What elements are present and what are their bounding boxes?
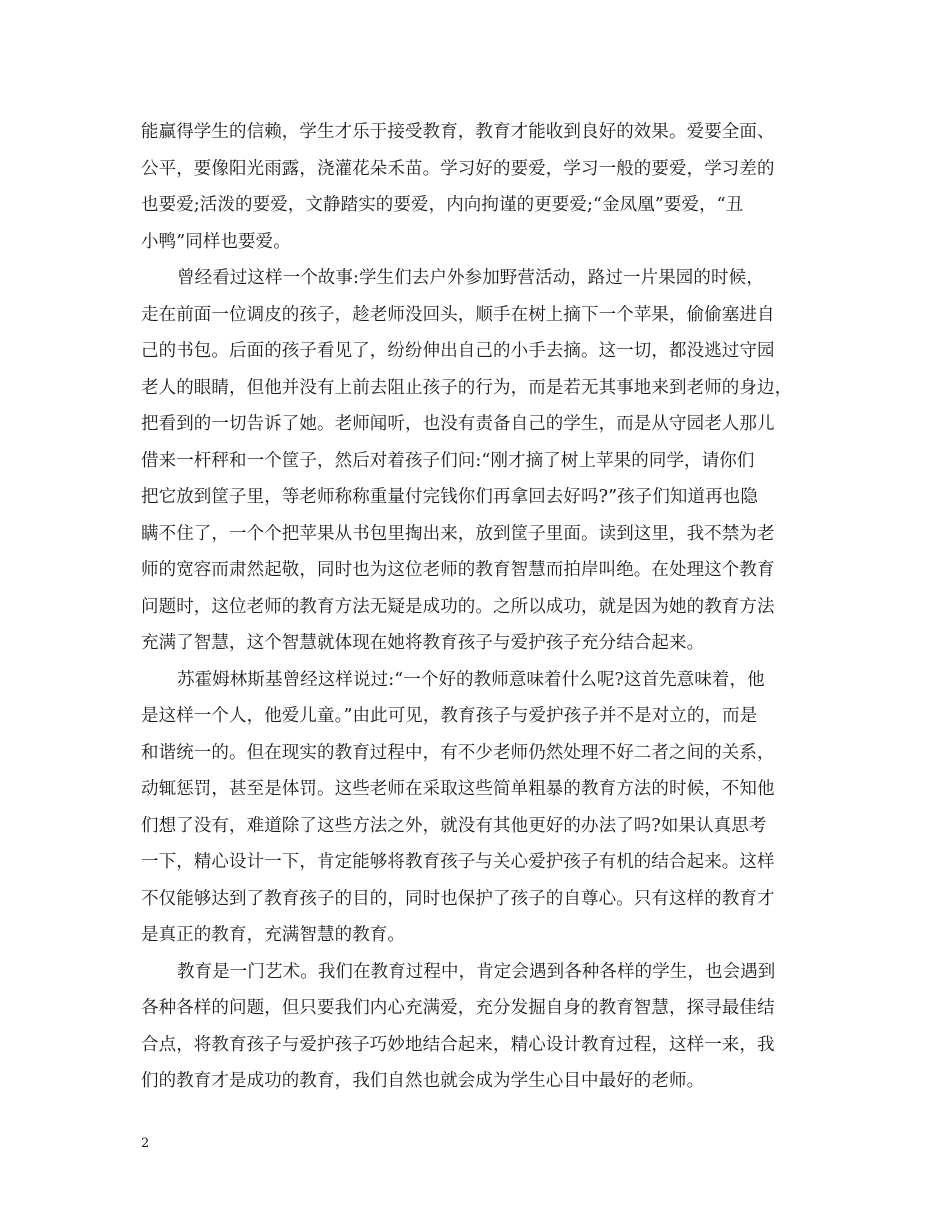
text-line: 一下，精心设计一下，肯定能够将教育孩子与关心爱护孩子有机的结合起来。这样 — [141, 852, 775, 872]
text-line: 动辄惩罚，甚至是体罚。这些老师在采取这些简单粗暴的教育方法的时候，不知他 — [141, 779, 775, 799]
text-line: 合点，将教育孩子与爱护孩子巧妙地结合起来，精心设计教育过程，这样一来，我 — [141, 1034, 775, 1055]
text-line: 把它放到筐子里，等老师称称重量付完钱你们再拿回去好吗?”孩子们知道再也隐 — [141, 487, 758, 507]
text-line: 走在前面一位调皮的孩子，趁老师没回头，顺手在树上摘下一个苹果，偷偷塞进自 — [141, 304, 775, 325]
text-line: 能赢得学生的信赖，学生才乐于接受教育，教育才能收到良好的效果。爱要全面、 — [141, 122, 775, 142]
text-line: 借来一杆秤和一个筐子，然后对着孩子们问:“刚才摘了树上苹果的同学，请你们 — [141, 450, 755, 471]
text-line: 充满了智慧，这个智慧就体现在她将教育孩子与爱护孩子充分结合起来。 — [141, 633, 705, 653]
paragraph-2 — [141, 260, 811, 662]
text-line: 苏霍姆林斯基曾经这样说过:“一个好的教师意味着什么呢?这首先意味着，他 — [177, 669, 765, 690]
paragraph-4 — [141, 954, 811, 1100]
text-line: 小鸭”同样也要爱。 — [141, 231, 291, 252]
page-number: 2 — [141, 1136, 150, 1151]
text-line: 问题时，这位老师的教育方法无疑是成功的。之所以成功，就是因为她的教育方法 — [141, 596, 775, 617]
text-line: 们的教育才是成功的教育，我们自然也就会成为学生心目中最好的老师。 — [141, 1071, 705, 1091]
text-line: 己的书包。后面的孩子看见了，纷纷伸出自己的小手去摘。这一切，都没逃过守园 — [141, 341, 775, 361]
text-line: 是真正的教育，充满智慧的教育。 — [141, 925, 405, 945]
text-line: 是这样一个人，他爱儿童。”由此可见，教育孩子与爱护孩子并不是对立的，而是 — [141, 706, 758, 726]
text-line: 教育是一门艺术。我们在教育过程中，肯定会遇到各种各样的学生，也会遇到 — [177, 961, 776, 982]
text-line: 和谐统一的。但在现实的教育过程中，有不少老师仍然处理不好二者之间的关系， — [141, 742, 775, 763]
paragraph-1 — [141, 114, 811, 260]
text-line: 们想了没有，难道除了这些方法之外，就没有其他更好的办法了吗?如果认真思考 — [141, 815, 767, 836]
text-line: 各种各样的问题，但只要我们内心充满爱，充分发掘自身的教育智慧，探寻最佳结 — [141, 998, 775, 1018]
text-line: 把看到的一切告诉了她。老师闻听，也没有责备自己的学生，而是从守园老人那儿 — [141, 414, 775, 434]
text-line: 老人的眼睛，但他并没有上前去阻止孩子的行为，而是若无其事地来到老师的身边， — [141, 377, 793, 398]
text-line: 也要爱;活泼的要爱，文静踏实的要爱，内向拘谨的更要爱;“金凤凰”要爱，“丑 — [141, 195, 744, 215]
paragraph-3 — [141, 662, 811, 954]
text-line: 师的宽容而肃然起敬，同时也为这位老师的教育智慧而拍岸叫绝。在处理这个教育 — [141, 560, 775, 580]
document-body — [141, 114, 811, 1100]
text-line: 不仅能够达到了教育孩子的目的，同时也保护了孩子的自尊心。只有这样的教育才 — [141, 888, 775, 909]
text-line: 瞒不住了，一个个把苹果从书包里掏出来，放到筐子里面。读到这里，我不禁为老 — [141, 523, 775, 544]
text-line: 公平，要像阳光雨露，浇灌花朵禾苗。学习好的要爱，学习一般的要爱，学习差的 — [141, 158, 775, 179]
text-line: 曾经看过这样一个故事:学生们去户外参加野营活动，路过一片果园的时候， — [177, 268, 764, 288]
